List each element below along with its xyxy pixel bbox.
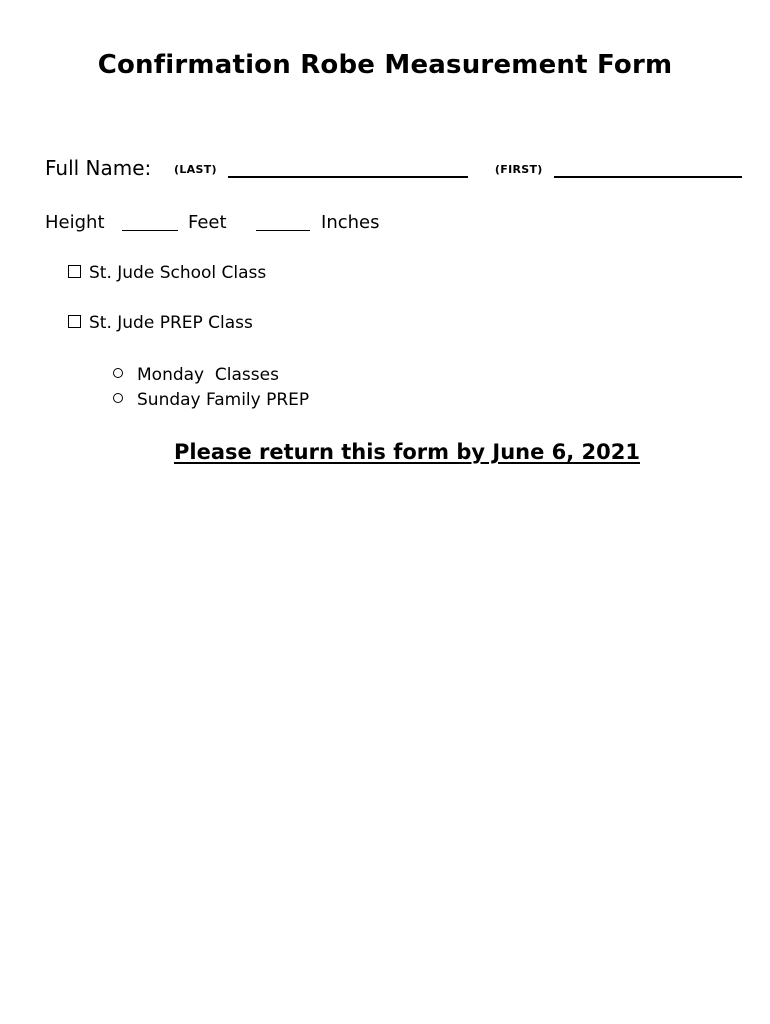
return-deadline: Please return this form by June 6, 2021 bbox=[173, 440, 641, 464]
last-name-label: (LAST) bbox=[174, 163, 217, 176]
inches-label: Inches bbox=[321, 212, 380, 233]
full-name-label: Full Name: bbox=[45, 156, 152, 180]
sunday-prep-label: Sunday Family PREP bbox=[137, 390, 310, 410]
first-name-field[interactable] bbox=[554, 158, 742, 178]
height-inches-field[interactable] bbox=[256, 212, 310, 231]
sunday-prep-radio[interactable] bbox=[113, 393, 123, 403]
monday-classes-option[interactable] bbox=[113, 365, 279, 385]
school-class-option[interactable] bbox=[68, 263, 266, 283]
first-name-label: (FIRST) bbox=[494, 163, 543, 176]
prep-class-option[interactable] bbox=[68, 313, 253, 333]
form-title: Confirmation Robe Measurement Form bbox=[97, 50, 673, 80]
feet-label: Feet bbox=[187, 212, 227, 233]
height-label: Height bbox=[45, 212, 105, 233]
monday-classes-label: Monday Classes bbox=[137, 365, 279, 385]
school-class-checkbox[interactable] bbox=[68, 265, 81, 278]
prep-class-label: St. Jude PREP Class bbox=[89, 313, 253, 333]
sunday-prep-option[interactable] bbox=[113, 390, 309, 410]
prep-class-checkbox[interactable] bbox=[68, 315, 81, 328]
height-row bbox=[45, 212, 380, 233]
full-name-row bbox=[45, 156, 742, 180]
monday-classes-radio[interactable] bbox=[113, 368, 123, 378]
school-class-label: St. Jude School Class bbox=[89, 263, 267, 283]
last-name-field[interactable] bbox=[228, 158, 468, 178]
height-feet-field[interactable] bbox=[122, 212, 178, 231]
